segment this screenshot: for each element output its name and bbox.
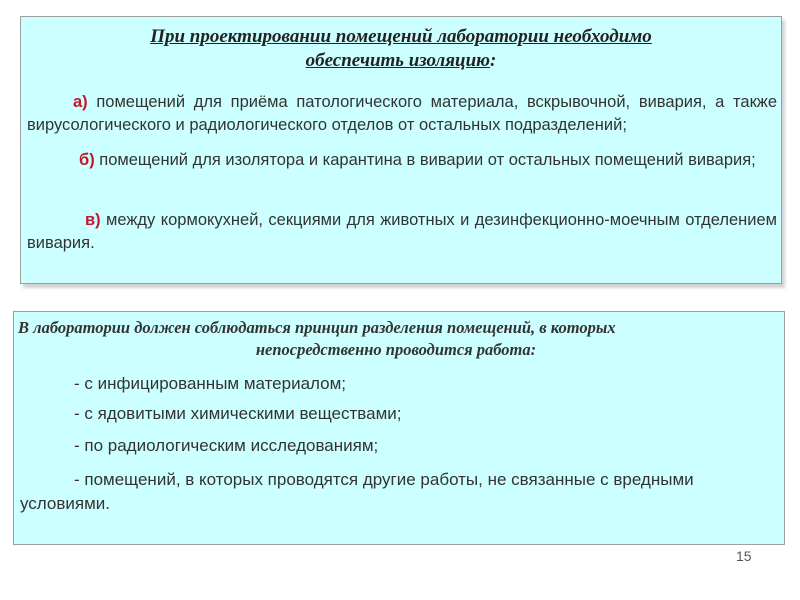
isolation-title-line2: обеспечить изоляцию xyxy=(305,50,491,71)
isolation-title-line1: При проектировании помещений лаборатории необходимо xyxy=(150,26,652,47)
item-b-text: помещений для изолятора и карантина в виварии от остальных помещений вивария; xyxy=(94,151,756,169)
separation-item-2: - с ядовитыми химическими веществами; xyxy=(74,404,402,423)
isolation-requirements-box xyxy=(20,16,782,284)
separation-item-4: - помещений, в которых проводятся другие работы, не связанные с вредными условиями. xyxy=(20,470,694,513)
item-c-label: в) xyxy=(85,211,101,229)
isolation-title xyxy=(21,25,781,73)
separation-item-3: - по радиологическим исследованиям; xyxy=(74,436,379,455)
separation-item-1: - с инфицированным материалом; xyxy=(74,374,347,393)
isolation-item-c xyxy=(27,209,777,255)
item-a-label: а) xyxy=(73,93,88,111)
separation-heading-line2: непосредственно проводится работа xyxy=(255,340,531,359)
separation-heading-colon: : xyxy=(530,340,537,359)
isolation-title-colon: : xyxy=(490,50,497,71)
separation-principle-box xyxy=(13,311,785,545)
separation-heading-line1: В лаборатории должен соблюдаться принцип разделения помещений, в которых xyxy=(18,318,616,337)
item-a-text: помещений для приёма патологического материала, вскрывочной, вивария, а также вирусологического и радиологического отделов от остальных подразделений; xyxy=(27,93,777,134)
item-c-text: между кормокухней, секциями для животных и дезинфекционно-моечным отделением вивария. xyxy=(27,211,777,252)
isolation-item-a xyxy=(27,91,777,137)
isolation-item-b xyxy=(27,149,777,172)
item-b-label: б) xyxy=(79,151,95,169)
separation-heading xyxy=(18,317,774,361)
page-number: 15 xyxy=(736,548,752,564)
